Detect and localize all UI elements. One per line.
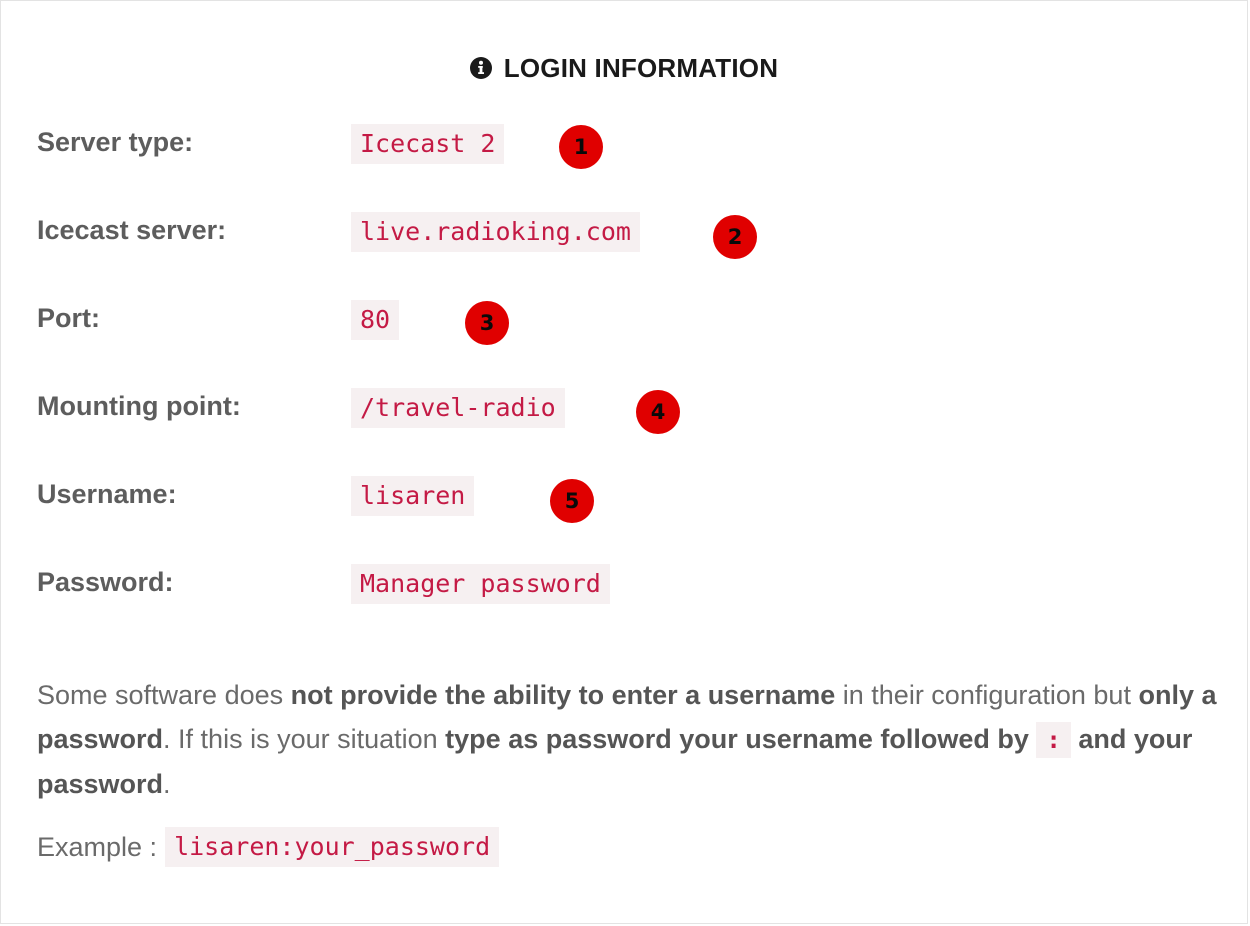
example-row (37, 827, 499, 867)
username-value: lisaren (351, 476, 474, 516)
note-bold-4: and your password (37, 724, 1193, 799)
password-value: Manager password (351, 564, 610, 604)
note-text-3: . If this is your situation (163, 724, 446, 754)
annotation-badge-2: 2 (713, 215, 757, 259)
section-title: LOGIN INFORMATION (503, 53, 779, 83)
mounting-point-value: /travel-radio (351, 388, 565, 428)
note-text-1: Some software does (37, 680, 291, 710)
server-type-value: Icecast 2 (351, 124, 504, 164)
icecast-server-value: live.radioking.com (351, 212, 640, 252)
note-bold-1: not provide the ability to enter a username (290, 680, 836, 710)
port-value: 80 (351, 300, 399, 340)
username-note-paragraph (37, 673, 1217, 806)
password-label: Password: (37, 567, 174, 597)
annotation-badge-1: 1 (559, 125, 603, 169)
note-bold-3: type as password your username followed by (445, 724, 1029, 754)
note-text-2: in their configuration but (835, 680, 1139, 710)
icecast-server-label: Icecast server: (37, 215, 227, 245)
note-bold-2: only a password (37, 680, 1217, 754)
port-label: Port: (37, 303, 100, 333)
separator-code: : (1036, 722, 1070, 758)
example-value: lisaren:your_password (165, 827, 499, 867)
annotation-badge-3: 3 (465, 301, 509, 345)
section-heading (1, 53, 1247, 84)
info-circle-icon (470, 57, 492, 79)
annotation-badge-5: 5 (550, 479, 594, 523)
example-label: Example : (37, 831, 158, 862)
server-type-label: Server type: (37, 127, 194, 157)
mounting-point-label: Mounting point: (37, 391, 241, 421)
note-text-4: . (163, 769, 171, 799)
annotation-badge-4: 4 (636, 390, 680, 434)
username-label: Username: (37, 479, 177, 509)
